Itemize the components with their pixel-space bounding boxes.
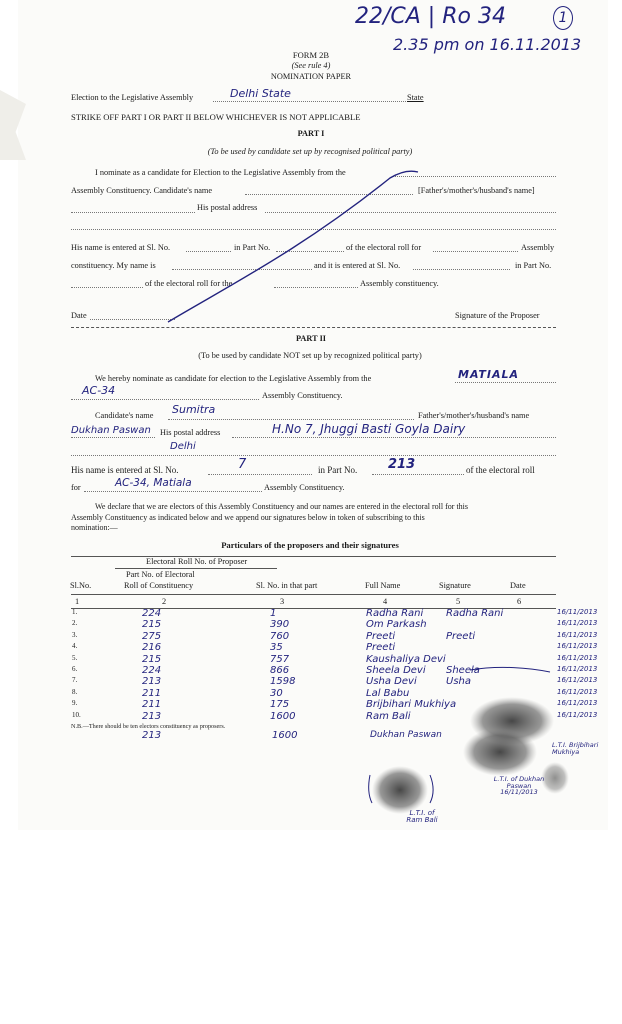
row-signature: Preeti xyxy=(446,630,476,642)
part2-line1: We hereby nominate as candidate for election to the Legislative Assembly from the xyxy=(95,374,372,383)
receipt-time: 2.35 pm on 16.11.2013 xyxy=(393,35,582,54)
part1-line6b: Assembly constituency. xyxy=(360,279,439,288)
row-part-no: 275 xyxy=(142,630,162,642)
row-date: 16/11/2013 xyxy=(557,619,598,628)
part1-signature-label: Signature of the Proposer xyxy=(455,311,540,320)
row-sl-no: 1 xyxy=(270,608,277,619)
row-date: 16/11/2013 xyxy=(557,665,598,673)
col-name: Full Name xyxy=(365,581,401,590)
row-full-name: Usha Devi xyxy=(366,676,417,688)
part1-line5c: in Part No. xyxy=(515,261,552,270)
row-sl: 8. xyxy=(72,687,78,696)
row-full-name: Lal Babu xyxy=(366,687,410,699)
part1-line4a: His name is entered at Sl. No. xyxy=(71,243,171,252)
lti-left-label: L.T.I. of Ram Bali xyxy=(406,809,438,824)
row-full-name: Preeti xyxy=(366,642,396,654)
lti-right-label: L.T.I. Brijbihari Mukhiya xyxy=(552,741,599,756)
row-part-no: 216 xyxy=(142,642,162,654)
part2-line2: Assembly Constituency. xyxy=(262,391,343,400)
col-num-6: 6 xyxy=(517,597,522,606)
part2-ac-no: AC-34 xyxy=(82,384,116,397)
col-num-5: 5 xyxy=(456,597,461,606)
part1-heading: PART I xyxy=(297,129,325,138)
thumb-impression-4 xyxy=(372,766,428,814)
row-full-name: Radha Rani xyxy=(366,608,424,619)
row-part-no: 211 xyxy=(142,687,162,699)
row-sl-no: 30 xyxy=(270,687,283,699)
row-part-no: 215 xyxy=(142,653,162,665)
part2-cand-label: Candidate's name xyxy=(95,411,154,420)
row-sl: 5. xyxy=(72,653,78,662)
part1-line4c: of the electoral roll for xyxy=(346,243,422,252)
extra-proposer-name: Dukhan Paswan xyxy=(370,730,442,740)
row-sl: 6. xyxy=(72,665,78,673)
part1-line4b: in Part No. xyxy=(234,243,271,252)
page-circle-number: 1 xyxy=(553,6,573,30)
row-sl: 4. xyxy=(72,642,78,651)
row-full-name: Ram Bali xyxy=(366,710,411,722)
row-date: 16/11/2013 xyxy=(557,699,598,708)
row-part-no: 213 xyxy=(142,710,162,722)
part1-line6a: of the electoral roll for the xyxy=(145,279,233,288)
row-signature: Sheela xyxy=(446,665,480,676)
col-slno: Sl. No. in that part xyxy=(256,581,318,590)
part2-postal-value: H.No 7, Jhuggi Basti Goyla Dairy xyxy=(272,422,466,436)
part2-father-value: Dukhan Paswan xyxy=(71,425,151,436)
row-date: 16/11/2013 xyxy=(557,642,598,651)
row-full-name: Sheela Devi xyxy=(366,665,426,676)
thumb-impression-2 xyxy=(463,728,537,776)
part2-for-suffix: Assembly Constituency. xyxy=(264,483,345,492)
row-full-name: Preeti xyxy=(366,630,396,642)
row-part-no: 211 xyxy=(142,699,162,711)
row-date: 16/11/2013 xyxy=(557,653,598,662)
row-sl: 1. xyxy=(72,608,78,616)
part1-subheading: (To be used by candidate set up by recognised political party) xyxy=(207,147,413,156)
part2-sl-label: His name is entered at Sl. No. xyxy=(71,465,179,475)
row-sl-no: 757 xyxy=(270,653,290,665)
part1-line1: I nominate as a candidate for Election to the Legislative Assembly from the xyxy=(95,168,346,177)
form-title: FORM 2B xyxy=(292,50,330,60)
election-label: Election to the Legislative Assembly xyxy=(71,93,194,102)
proposers-heading: Particulars of the proposers and their signatures xyxy=(221,540,399,550)
row-sl: 7. xyxy=(72,676,78,685)
extra-sl-value: 1600 xyxy=(272,730,298,741)
row-sl: 10. xyxy=(72,710,81,719)
part1-line3: His postal address xyxy=(197,203,258,212)
row-sl-no: 866 xyxy=(270,665,290,676)
col-num-3: 3 xyxy=(280,597,285,606)
col-date: Date xyxy=(510,581,526,590)
row-full-name: Om Parkash xyxy=(366,619,427,631)
part1-date-label: Date xyxy=(71,311,87,320)
part1-line2a: Assembly Constituency. Candidate's name xyxy=(71,186,213,195)
part2-subheading: (To be used by candidate NOT set up by recognized political party) xyxy=(198,351,422,360)
part2-roll-label: of the electoral roll xyxy=(466,465,535,475)
part2-heading: PART II xyxy=(295,334,327,343)
row-full-name: Kaushaliya Devi xyxy=(366,653,446,665)
row-sl-no: 175 xyxy=(270,699,290,711)
row-part-no: 224 xyxy=(142,608,162,619)
row-sl-no: 35 xyxy=(270,642,283,654)
election-value: Delhi State xyxy=(230,87,291,100)
state-suffix: State xyxy=(407,93,424,102)
row-date: 16/11/2013 xyxy=(557,608,598,616)
row-sl: 3. xyxy=(72,630,78,639)
col-part-b: Roll of Constituency xyxy=(124,581,194,590)
row-part-no: 215 xyxy=(142,619,162,631)
extra-part-value: 213 xyxy=(142,730,162,741)
lti-middle-label: L.T.I. of Dukhan Paswan 16/11/2013 xyxy=(493,775,545,796)
row-date: 16/11/2013 xyxy=(557,630,598,639)
row-sl-no: 390 xyxy=(270,619,290,631)
col-num-2: 2 xyxy=(162,597,167,606)
part1-line4d: Assembly xyxy=(521,243,555,252)
part1-line5a: constituency. My name is xyxy=(71,261,156,270)
part2-declare-2: Assembly Constituency as indicated below and we append our signatures below in token of subscribing to this xyxy=(71,513,425,522)
part2-declare-1: We declare that we are electors of this Assembly Constituency and our names are entered in the electoral roll for this xyxy=(95,502,468,511)
part2-constituency: MATIALA xyxy=(458,368,520,381)
part1-line2b: [Father's/mother's/husband's name] xyxy=(418,186,535,195)
row-sl: 2. xyxy=(72,619,78,628)
row-full-name: Brijbihari Mukhiya xyxy=(366,699,457,711)
col-part-a: Part No. of Electoral xyxy=(126,570,195,579)
nb-note: N.B.—There should be ten electors constituency as proposers. xyxy=(71,723,226,730)
part2-cand-value: Sumitra xyxy=(172,403,216,416)
col-num-1: 1 xyxy=(75,597,80,606)
row-sl: 9. xyxy=(72,699,78,708)
part2-father-label: Father's/mother's/husband's name xyxy=(418,411,530,420)
col-signature: Signature xyxy=(439,581,471,590)
part2-declare-3: nomination:— xyxy=(71,523,118,532)
row-part-no: 224 xyxy=(142,665,162,676)
form-subtitle: NOMINATION PAPER xyxy=(270,72,352,81)
part2-for-value: AC-34, Matiala xyxy=(115,477,192,489)
part2-part-label: in Part No. xyxy=(318,465,358,475)
part2-postal-value-2: Delhi xyxy=(170,441,196,452)
row-signature: Usha xyxy=(446,676,471,688)
row-sl-no: 1598 xyxy=(270,676,296,688)
row-date: 16/11/2013 xyxy=(557,710,598,719)
receipt-number: 22/CA | Ro 34 xyxy=(355,4,506,29)
strike-note: STRIKE OFF PART I OR PART II BELOW WHICHEVER IS NOT APPLICABLE xyxy=(71,112,361,122)
row-signature: Radha Rani xyxy=(446,608,504,619)
part2-part-value: 213 xyxy=(388,457,416,472)
col-num-4: 4 xyxy=(383,597,388,606)
row-date: 16/11/2013 xyxy=(557,687,598,696)
part2-postal-label: His postal address xyxy=(160,428,221,437)
row-sl-no: 1600 xyxy=(270,710,296,722)
col-sl: Sl.No. xyxy=(70,581,92,590)
row-date: 16/11/2013 xyxy=(557,676,598,685)
row-part-no: 213 xyxy=(142,676,162,688)
part2-for-label: for xyxy=(71,483,81,492)
part1-line5b: and it is entered at Sl. No. xyxy=(314,261,401,270)
row-sl-no: 760 xyxy=(270,630,290,642)
form-rule: (See rule 4) xyxy=(291,61,331,70)
group-header: Electoral Roll No. of Proposer xyxy=(146,557,248,566)
part2-sl-value: 7 xyxy=(238,457,247,472)
